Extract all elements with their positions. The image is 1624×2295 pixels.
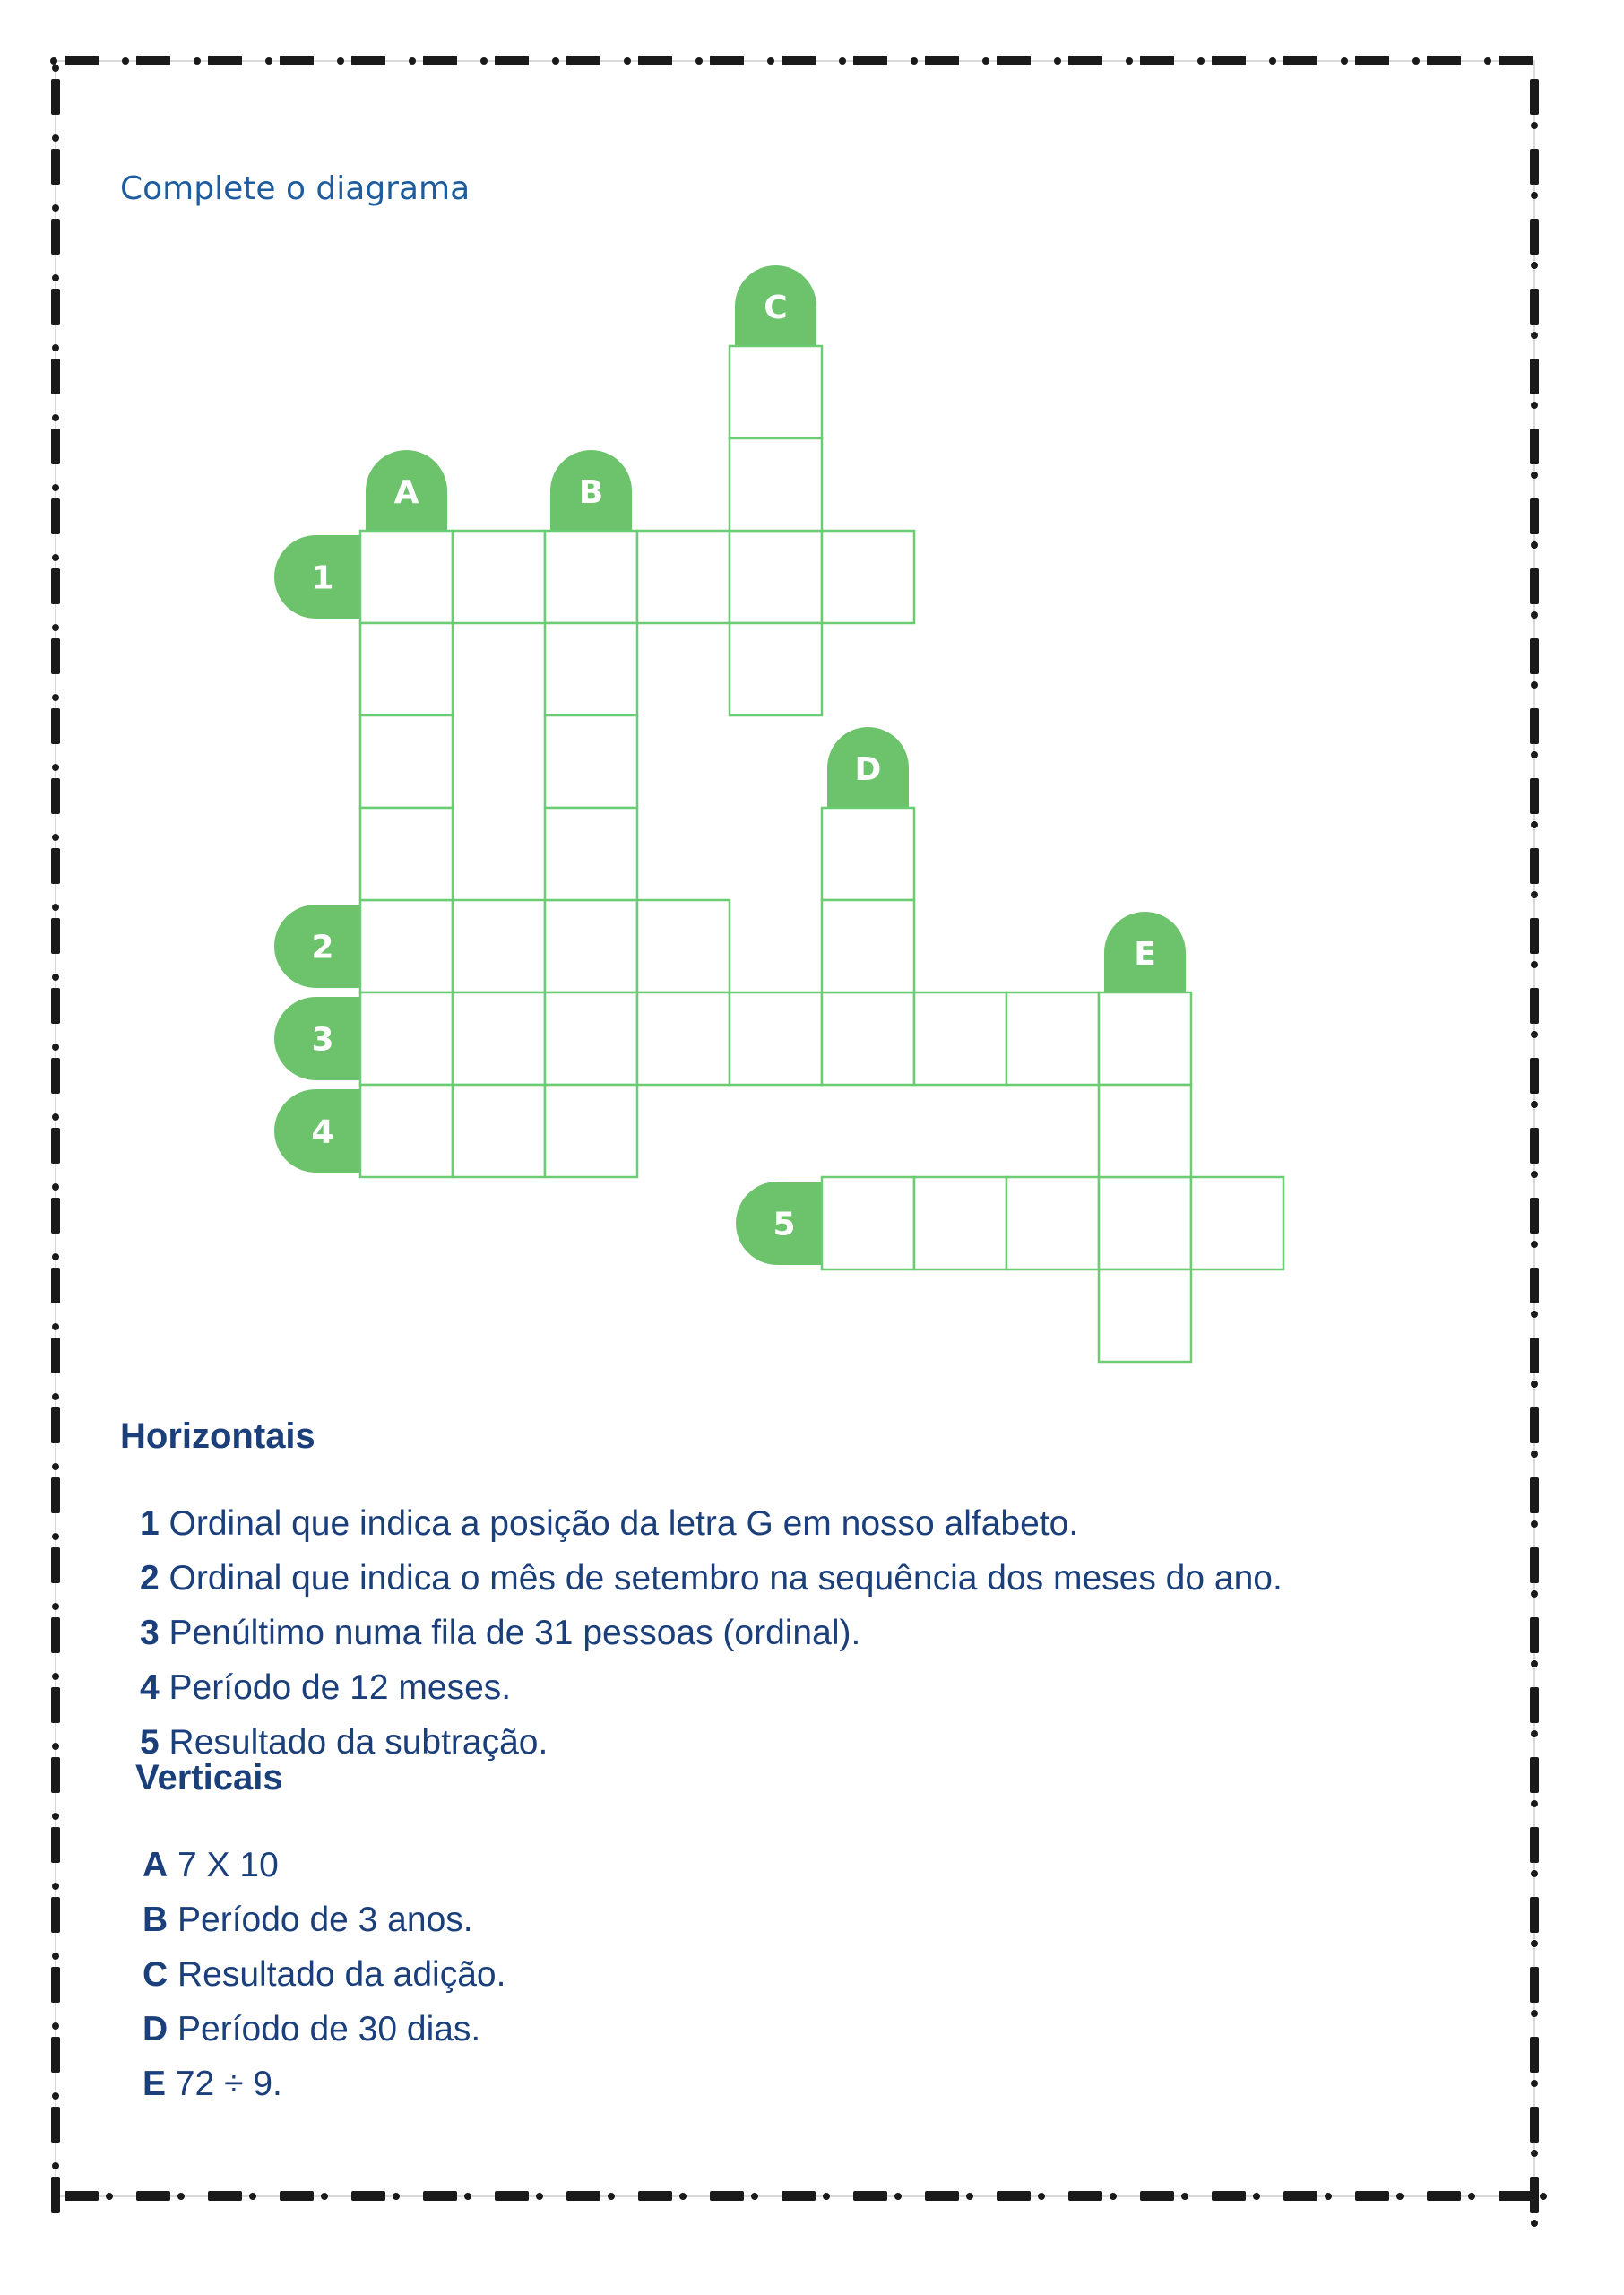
crossword-cell[interactable]	[360, 1085, 453, 1177]
horizontal-clue-1	[140, 1506, 1078, 1541]
vertical-clue-a	[143, 1848, 279, 1883]
crossword-cell[interactable]	[453, 1085, 545, 1177]
crossword-cell[interactable]	[545, 623, 637, 715]
page-title: Complete o diagrama	[120, 170, 471, 207]
clue-text: Ordinal que indica o mês de setembro na sequência dos meses do ano.	[168, 1559, 1283, 1598]
crossword-cell[interactable]	[637, 900, 730, 992]
clue-text: Período de 3 anos.	[177, 1901, 473, 1939]
crossword-cells	[360, 346, 1283, 1362]
clue-text: Resultado da subtração.	[168, 1723, 549, 1762]
vertical-clue-c	[143, 1957, 505, 1992]
crossword-cell[interactable]	[545, 1085, 637, 1177]
vertical-clue-tab-label: C	[764, 290, 788, 326]
clue-text: Penúltimo numa fila de 31 pessoas (ordinal).	[168, 1614, 861, 1652]
crossword-cell[interactable]	[822, 531, 914, 623]
crossword-cell[interactable]	[637, 531, 730, 623]
vertical-clue-tab-label: D	[854, 751, 882, 788]
clue-letter: D	[143, 2010, 168, 2048]
vertical-clues-section	[135, 1758, 1032, 2103]
clue-letter: A	[143, 1846, 168, 1884]
crossword-cell[interactable]	[730, 346, 822, 438]
clue-number: 3	[140, 1614, 160, 1652]
clue-number: 4	[140, 1668, 160, 1707]
crossword-cell[interactable]	[360, 531, 453, 623]
vertical-clue-e	[143, 2066, 282, 2101]
crossword-cell[interactable]	[545, 531, 637, 623]
crossword-cell[interactable]	[822, 992, 914, 1085]
horizontal-clue-tab-label: 4	[311, 1113, 334, 1151]
crossword-cell[interactable]	[730, 531, 822, 623]
clue-letter: B	[143, 1901, 168, 1939]
clue-text: 7 X 10	[177, 1846, 279, 1884]
crossword-cell[interactable]	[545, 900, 637, 992]
crossword-cell[interactable]	[822, 1177, 914, 1269]
crossword-cell[interactable]	[1099, 1085, 1191, 1177]
vertical-clue-tab-label: B	[578, 474, 604, 511]
crossword-cell[interactable]	[1099, 992, 1191, 1085]
crossword-cell[interactable]	[453, 900, 545, 992]
vertical-clue-tab-label: E	[1134, 936, 1156, 973]
horizontal-clue-tab-label: 1	[311, 559, 334, 597]
clue-number: 5	[140, 1723, 160, 1762]
vertical-clue-b	[143, 1902, 473, 1937]
crossword-cell[interactable]	[360, 900, 453, 992]
crossword-cell[interactable]	[730, 438, 822, 531]
clue-text: Resultado da adição.	[177, 1955, 506, 1994]
clue-text: Ordinal que indica a posição da letra G em nosso alfabeto.	[168, 1504, 1079, 1543]
horizontal-clue-tab-label: 3	[311, 1021, 334, 1059]
clue-text: Período de 12 meses.	[168, 1668, 512, 1707]
crossword-cell[interactable]	[822, 900, 914, 992]
crossword-cell[interactable]	[545, 992, 637, 1085]
crossword-cell[interactable]	[914, 992, 1006, 1085]
clue-number: 2	[140, 1559, 160, 1598]
horizontal-clue-5	[140, 1725, 548, 1760]
horizontal-heading: Horizontais	[120, 1416, 315, 1456]
crossword-cell[interactable]	[545, 808, 637, 900]
crossword-cell[interactable]	[730, 992, 822, 1085]
vertical-heading: Verticais	[135, 1758, 283, 1797]
horizontal-clue-3	[140, 1615, 860, 1650]
crossword-cell[interactable]	[1099, 1177, 1191, 1269]
vertical-clue-tab-label: A	[393, 474, 419, 511]
horizontal-clue-tab-label: 5	[773, 1206, 796, 1243]
crossword-cell[interactable]	[545, 715, 637, 808]
clue-letter: E	[143, 2065, 167, 2103]
crossword-cell[interactable]	[1006, 1177, 1099, 1269]
crossword-cell[interactable]	[1099, 1269, 1191, 1362]
crossword-cell[interactable]	[360, 623, 453, 715]
crossword-cell[interactable]	[822, 808, 914, 900]
crossword-cell[interactable]	[1191, 1177, 1283, 1269]
horizontal-clue-tab-label: 2	[311, 929, 334, 966]
clue-letter: C	[143, 1955, 168, 1994]
crossword-cell[interactable]	[914, 1177, 1006, 1269]
crossword-cell[interactable]	[453, 992, 545, 1085]
crossword-cell[interactable]	[360, 808, 453, 900]
horizontal-clues-section	[120, 1416, 1500, 1762]
horizontal-clue-4	[140, 1670, 511, 1705]
clue-text: 72 ÷ 9.	[175, 2065, 282, 2103]
clue-text: Período de 30 dias.	[177, 2010, 481, 2048]
crossword-cell[interactable]	[1006, 992, 1099, 1085]
crossword-cell[interactable]	[637, 992, 730, 1085]
crossword-cell[interactable]	[360, 715, 453, 808]
horizontal-clue-2	[140, 1561, 1283, 1596]
vertical-clue-d	[143, 2012, 480, 2047]
crossword-cell[interactable]	[730, 623, 822, 715]
crossword-cell[interactable]	[453, 531, 545, 623]
clue-number: 1	[140, 1504, 160, 1543]
crossword-cell[interactable]	[360, 992, 453, 1085]
